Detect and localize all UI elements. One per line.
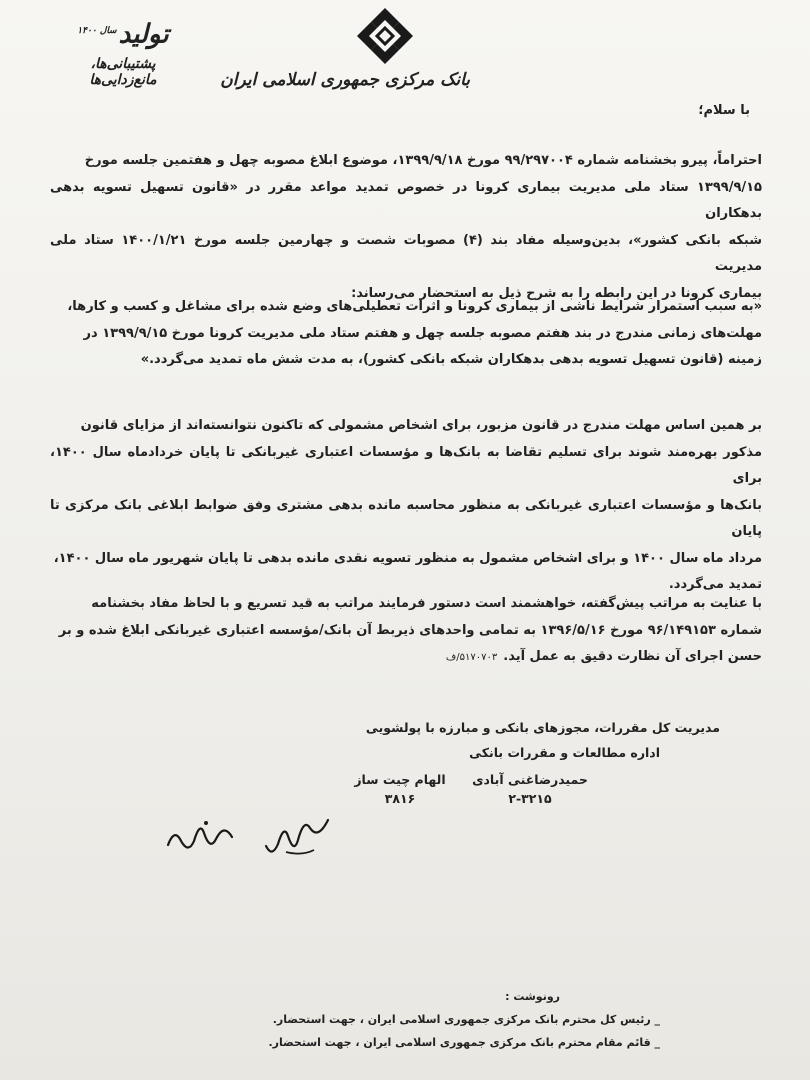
paragraph-deadlines <box>50 413 762 599</box>
signing-department: مدیریت کل مقررات، مجوزهای بانکی و مبارزه با پولشویی <box>365 720 720 735</box>
copies-title: رونوشت : <box>505 990 560 1003</box>
signing-office: اداره مطالعات و مقررات بانکی <box>469 745 660 760</box>
signature-2-icon <box>160 815 240 860</box>
text-line: زمینه (قانون تسهیل تسویه بدهی بدهکاران شبکه بانکی کشور)، به مدت شش ماه تمدید می‌گردد.» <box>140 352 762 367</box>
copies-list <box>160 990 660 1059</box>
text-line: بیماری کرونا در این رابطه را به شرح ذیل به استحضار می‌رساند: <box>351 285 762 301</box>
text-line: شماره ۹۶/۱۴۹۱۵۳ مورخ ۱۳۹۶/۵/۱۶ به تمامی واحدهای ذیربط آن بانک/مؤسسه اعتباری غیربانکی ابلاغ شده و بر <box>58 622 762 638</box>
slogan-subtitle: پشتیبانی‌ها، مانع‌زدایی‌ها <box>89 55 157 88</box>
bank-name: بانک مرکزی جمهوری اسلامی ایران <box>220 70 470 90</box>
text-line: ۱۳۹۹/۹/۱۵ ستاد ملی مدیریت بیماری کرونا در خصوص تمدید مواعد مقرر در «قانون تسهیل تسویه بدهی بدهکاران <box>50 179 762 221</box>
year-slogan <box>58 16 188 96</box>
text-line: مذکور بهره‌مند شوند برای تسلیم تقاضا به بانک‌ها و مؤسسات اعتباری غیربانکی تا پایان خردادماه سال ۱۴۰۰، برای <box>50 444 762 486</box>
signer-2-name: الهام چیت ساز <box>354 772 446 787</box>
signature-block <box>280 720 720 806</box>
slogan-year: سال ۱۴۰۰ <box>77 26 117 36</box>
bank-logo-icon <box>355 6 415 66</box>
paragraph-quote <box>50 294 762 374</box>
text-line: حسن اجرای آن نظارت دقیق به عمل آید. <box>503 649 762 664</box>
slogan-main: تولید <box>118 19 169 50</box>
signer-1-code: ۲-۳۲۱۵ <box>508 791 552 806</box>
text-line: تمدید می‌گردد. <box>668 577 762 592</box>
text-line: مرداد ماه سال ۱۴۰۰ و برای اشخاص مشمول به منظور تسویه نقدی مانده بدهی تا پایان شهریور ماه سال ۱۴۰۰، <box>53 550 762 566</box>
text-line: شبکه بانکی کشور»، بدین‌وسیله مفاد بند (۴) مصوبات شصت و چهارمین جلسه مورخ ۱۴۰۰/۱/۲۱ ستاد ملی مدیریت <box>50 232 763 274</box>
text-line: احتراماً، پیرو بخشنامه شماره ۹۹/۲۹۷۰۰۴ مورخ ۱۳۹۹/۹/۱۸، موضوع ابلاغ مصوبه چهل و هفتمین جلسه مورخ <box>84 153 762 168</box>
signer-1 <box>470 772 590 806</box>
signer-2 <box>340 772 460 806</box>
reference-code: ۵۱۷۰۷۰۳/ف <box>445 652 498 663</box>
bank-header <box>220 6 470 106</box>
paragraph-request <box>50 591 762 672</box>
copy-recipient: _ رئیس کل محترم بانک مرکزی جمهوری اسلامی ایران ، جهت استحضار. <box>272 1013 660 1026</box>
text-line: «به سبب استمرار شرایط ناشی از بیماری کرونا و اثرات تعطیلی‌های وضع شده برای مشاغل و کسب و کارها، <box>67 299 762 314</box>
text-line: مهلت‌های زمانی مندرج در بند هفتم مصوبه جلسه چهل و هفتم ستاد ملی مدیریت کرونا مورخ ۱۳۹۹/۹/۱۵ در <box>83 325 762 341</box>
text-line: بر همین اساس مهلت مندرج در قانون مزبور، برای اشخاص مشمولی که تاکنون نتوانسته‌اند از مزایای قانون <box>80 418 762 433</box>
signature-1-icon <box>258 810 338 865</box>
text-line: با عنایت به مراتب پیش‌گفته، خواهشمند است دستور فرمایند مراتب به قید تسریع و با لحاظ مفاد بخشنامه <box>91 596 762 611</box>
salutation: با سلام؛ <box>698 103 750 118</box>
signer-2-code: ۳۸۱۶ <box>384 791 416 806</box>
signer-1-name: حمیدرضاغنی آبادی <box>472 772 588 787</box>
paragraph-intro <box>50 148 762 307</box>
text-line: بانک‌ها و مؤسسات اعتباری غیربانکی به منظور محاسبه مانده بدهی مشتری وفق ضوابط ابلاغی بانک مرکزی تا پایان <box>50 497 762 539</box>
copy-recipient: _ قائم مقام محترم بانک مرکزی جمهوری اسلامی ایران ، جهت استحضار. <box>268 1036 660 1049</box>
